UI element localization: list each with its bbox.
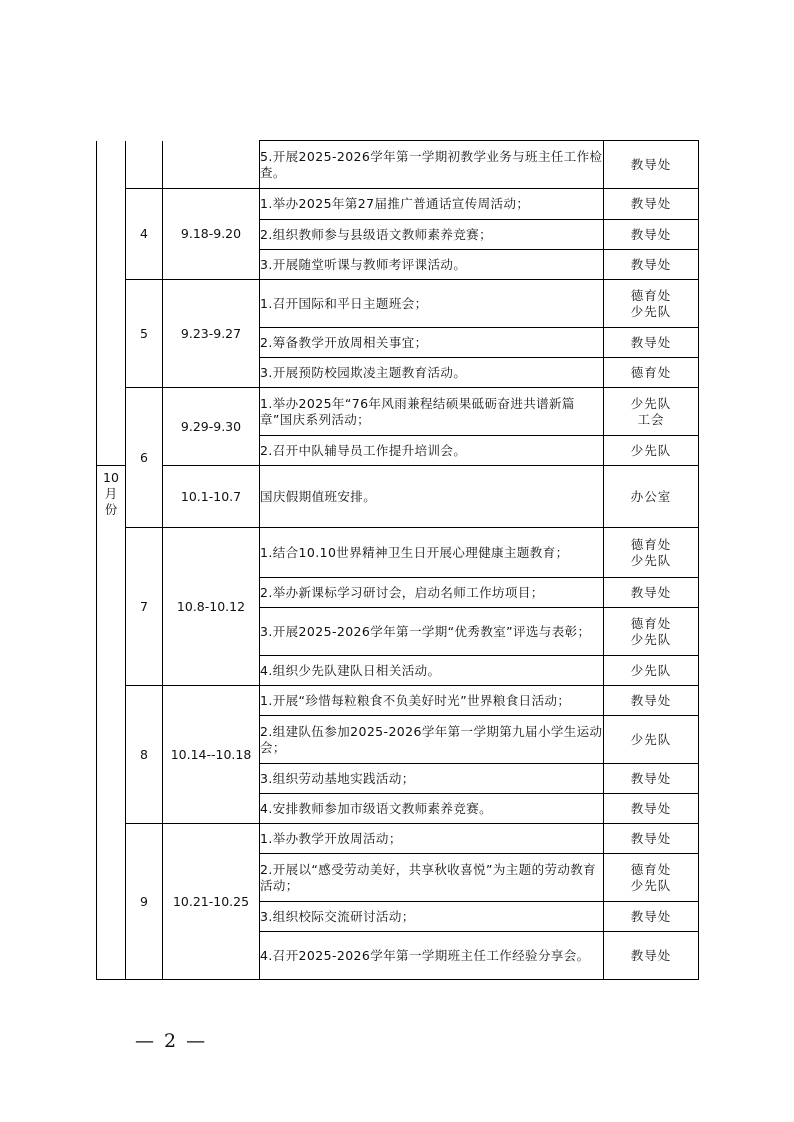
task-cell: 3.组织劳动基地实践活动； [260, 764, 604, 794]
dept-cell: 德育处 少先队 [604, 528, 699, 578]
task-cell: 2.举办新课标学习研讨会，启动名师工作坊项目； [260, 578, 604, 608]
date-cell: 9.18-9.20 [163, 189, 260, 280]
date-cell: 10.14--10.18 [163, 686, 260, 824]
task-cell: 国庆假期值班安排。 [260, 466, 604, 528]
task-cell: 4.安排教师参加市级语文教师素养竞赛。 [260, 794, 604, 824]
dept-cell: 教导处 [604, 764, 699, 794]
dept-cell: 教导处 [604, 141, 699, 189]
dept-cell: 教导处 [604, 250, 699, 280]
task-cell: 2.组建队伍参加2025-2026学年第一学期第九届小学生运动会； [260, 716, 604, 764]
week-cell: 9 [126, 824, 163, 980]
week-cell: 7 [126, 528, 163, 686]
task-cell: 2.开展以“感受劳动美好，共享秋收喜悦”为主题的劳动教育活动； [260, 854, 604, 902]
table-row [97, 528, 699, 578]
week-cell [126, 141, 163, 189]
task-cell: 1.举办2025年第27届推广普通话宣传周活动； [260, 189, 604, 220]
task-cell: 2.筹备教学开放周相关事宜； [260, 328, 604, 358]
date-cell: 10.8-10.12 [163, 528, 260, 686]
table-row [97, 189, 699, 220]
date-cell: 10.21-10.25 [163, 824, 260, 980]
week-cell: 6 [126, 388, 163, 528]
task-cell: 3.组织校际交流研讨活动； [260, 902, 604, 932]
schedule-table [96, 140, 699, 980]
task-cell: 3.开展随堂听课与教师考评课活动。 [260, 250, 604, 280]
task-cell: 4.召开2025-2026学年第一学期班主任工作经验分享会。 [260, 932, 604, 980]
task-cell: 5.开展2025-2026学年第一学期初教学业务与班主任工作检查。 [260, 141, 604, 189]
dept-cell: 少先队 工会 [604, 388, 699, 436]
page-number: — 2 — [135, 1030, 208, 1052]
task-cell: 2.组织教师参与县级语文教师素养竞赛； [260, 220, 604, 250]
date-cell: 10.1-10.7 [163, 466, 260, 528]
dept-cell: 教导处 [604, 902, 699, 932]
dept-cell: 教导处 [604, 578, 699, 608]
dept-cell: 德育处 少先队 [604, 280, 699, 328]
task-cell: 1.结合10.10世界精神卫生日开展心理健康主题教育； [260, 528, 604, 578]
task-cell: 3.开展2025-2026学年第一学期“优秀教室”评选与表彰； [260, 608, 604, 656]
task-cell: 4.组织少先队建队日相关活动。 [260, 656, 604, 686]
table-row [97, 280, 699, 328]
dept-cell: 德育处 少先队 [604, 608, 699, 656]
table-row [97, 388, 699, 436]
task-cell: 1.举办2025年“76年风雨兼程结硕果砥砺奋进共谱新篇章”国庆系列活动； [260, 388, 604, 436]
task-cell: 1.召开国际和平日主题班会； [260, 280, 604, 328]
dept-cell: 德育处 少先队 [604, 854, 699, 902]
date-cell [163, 141, 260, 189]
dept-cell: 少先队 [604, 716, 699, 764]
week-cell: 8 [126, 686, 163, 824]
table-row [97, 686, 699, 716]
month-cell-september [97, 141, 126, 466]
dept-cell: 教导处 [604, 220, 699, 250]
date-cell: 9.23-9.27 [163, 280, 260, 388]
dept-cell: 办公室 [604, 466, 699, 528]
dept-cell: 教导处 [604, 794, 699, 824]
table-row [97, 141, 699, 189]
dept-cell: 教导处 [604, 189, 699, 220]
task-cell: 2.召开中队辅导员工作提升培训会。 [260, 436, 604, 466]
table-row [97, 824, 699, 854]
dept-cell: 德育处 [604, 358, 699, 388]
dept-cell: 少先队 [604, 436, 699, 466]
task-cell: 1.举办教学开放周活动； [260, 824, 604, 854]
table-row [97, 466, 699, 528]
dept-cell: 教导处 [604, 328, 699, 358]
dept-cell: 教导处 [604, 824, 699, 854]
dept-cell: 少先队 [604, 656, 699, 686]
week-cell: 4 [126, 189, 163, 280]
week-cell: 5 [126, 280, 163, 388]
month-cell-october: 10 月 份 [97, 466, 126, 980]
task-cell: 3.开展预防校园欺凌主题教育活动。 [260, 358, 604, 388]
dept-cell: 教导处 [604, 932, 699, 980]
task-cell: 1.开展“珍惜每粒粮食不负美好时光”世界粮食日活动； [260, 686, 604, 716]
dept-cell: 教导处 [604, 686, 699, 716]
date-cell: 9.29-9.30 [163, 388, 260, 466]
